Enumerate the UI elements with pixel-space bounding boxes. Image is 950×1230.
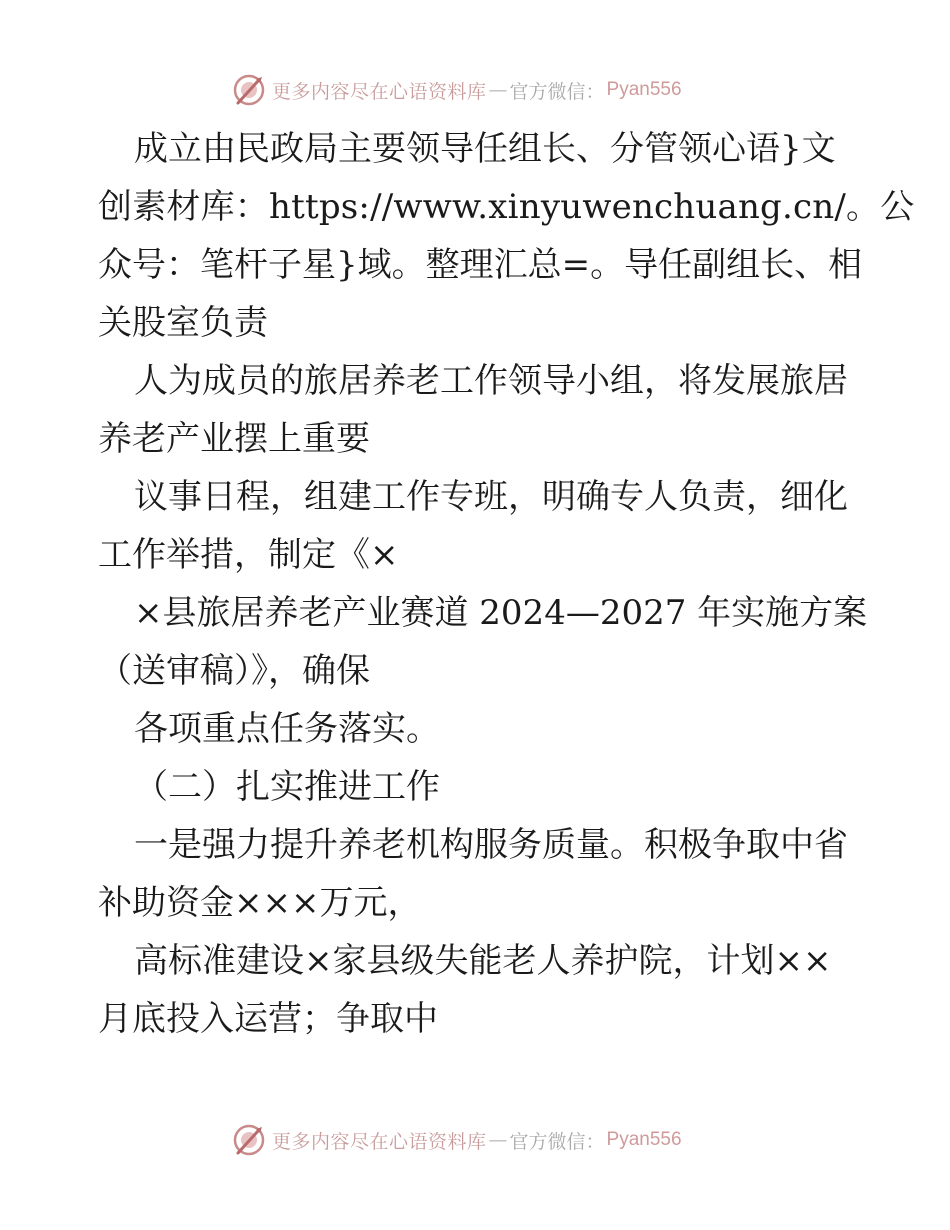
header-watermark xyxy=(232,72,682,108)
watermark-official: 官方微信： xyxy=(509,1130,605,1153)
text-line: 关股室负责 xyxy=(98,303,268,343)
text-line: 高标准建设×家县级失能老人养护院，计划×× xyxy=(134,941,832,981)
pen-logo-icon xyxy=(232,1123,266,1157)
text-line: 一是强力提升养老机构服务质量。积极争取中省 xyxy=(134,825,848,865)
watermark-wechat: Pyan556 xyxy=(606,79,682,100)
text-line: ×县旅居养老产业赛道 2024—2027 年实施方案 xyxy=(134,593,868,633)
section-heading: （二）扎实推进工作 xyxy=(134,767,440,807)
text-line: （送审稿）》，确保 xyxy=(98,651,370,691)
text-line: 工作举措，制定《× xyxy=(98,535,399,575)
text-line: 众号：笔杆子星}域。整理汇总=。导任副组长、相 xyxy=(98,245,863,285)
watermark-wechat: Pyan556 xyxy=(606,1129,682,1150)
pen-logo-icon xyxy=(232,73,266,107)
text-line: 各项重点任务落实。 xyxy=(134,709,440,749)
text-line: 人为成员的旅居养老工作领导小组，将发展旅居 xyxy=(134,361,848,401)
text-line: 养老产业摆上重要 xyxy=(98,419,370,459)
text-line: 成立由民政局主要领导任组长、分管领心语}文 xyxy=(134,129,836,169)
watermark-dash: — xyxy=(488,79,508,101)
text-line: 补助资金×××万元， xyxy=(98,883,422,923)
text-line: 议事日程，组建工作专班，明确专人负责，细化 xyxy=(134,477,848,517)
text-line: 月底投入运营；争取中 xyxy=(98,999,438,1039)
watermark-dash: — xyxy=(488,1129,508,1151)
watermark-text: 更多内容尽在心语资料库 xyxy=(272,80,487,103)
watermark-text: 更多内容尽在心语资料库 xyxy=(272,1130,487,1153)
watermark-official: 官方微信： xyxy=(509,80,605,103)
footer-watermark xyxy=(232,1122,682,1158)
text-line: 创素材库：https://www.xinyuwenchuang.cn/。公 xyxy=(98,187,915,227)
